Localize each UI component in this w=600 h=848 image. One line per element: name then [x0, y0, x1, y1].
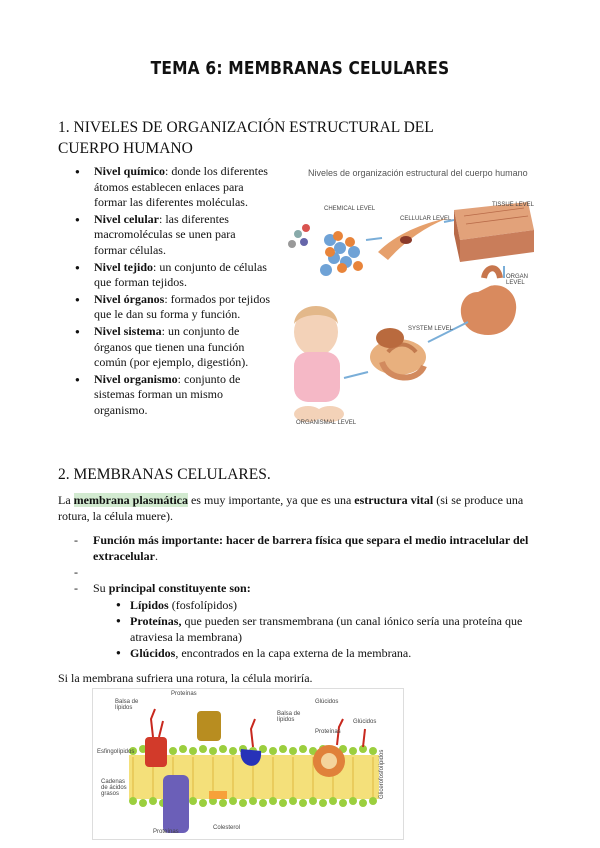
component-item: ● Proteínas, que pueden ser transmembrana (un canal iónico sería una proteína que atraviesa la membrana) — [116, 614, 523, 644]
list-item: ● Nivel órganos: formados por tejidos que le dan su forma y función. — [75, 292, 270, 323]
membrane-label: Balsa de lípidos — [277, 711, 301, 723]
figure-label: ORGANISMAL LEVEL — [296, 420, 357, 426]
page-title: TEMA 6: MEMBRANAS CELULARES — [150, 58, 450, 79]
figure-label: SYSTEM LEVEL — [408, 326, 454, 332]
membrane-label: Esfingolípidos — [97, 749, 135, 755]
list-item: ● Nivel químico: donde los diferentes átomos establecen enlaces para formar las diferentes moléculas. — [75, 164, 270, 211]
figure-label: CELLULAR LEVEL — [400, 216, 452, 222]
protein-olive — [197, 711, 221, 741]
membrane-label: Glúcidos — [315, 699, 339, 705]
figure-label: ORGAN LEVEL — [506, 274, 529, 286]
intro-paragraph: La membrana plasmática es muy importante, ya que es una estructura vital (si se produce una rotura, la célula muere). — [58, 493, 524, 523]
list-item: ● Nivel organismo: conjunto de sistemas forman un mismo organismo. — [75, 372, 270, 419]
figure-label: CHEMICAL LEVEL — [324, 206, 376, 212]
membrane-label: Glúcidos — [353, 719, 377, 725]
membrane-label: Glicerofosfolípidos — [379, 749, 385, 799]
constituent-item: - Su principal constituyente son: — [74, 581, 251, 595]
figure-label: TISSUE LEVEL — [492, 202, 535, 208]
membrane-label: Proteínas — [153, 829, 179, 835]
list-item: ● Nivel tejido: un conjunto de células que forman tejidos. — [75, 260, 270, 291]
list-item: ● Nivel celular: las diferentes macromoléculas se unen para formar células. — [75, 212, 270, 259]
membrane-label: Colesterol — [213, 825, 241, 831]
levels-figure — [278, 164, 542, 432]
protein-purple — [163, 775, 189, 833]
component-item: ● Lípidos (fosfolípidos) — [116, 598, 238, 612]
membrane-illustration — [93, 689, 403, 839]
section-1-heading: 1. NIVELES DE ORGANIZACIÓN ESTRUCTURAL DEL CUERPO HUMANO — [58, 119, 434, 157]
levels-list — [75, 164, 270, 420]
membrane-label: Proteínas — [171, 691, 197, 697]
highlighted-term: membrana plasmática — [73, 493, 188, 507]
protein-red — [145, 737, 167, 767]
membrane-label: Proteínas — [315, 729, 341, 735]
closing-paragraph: Si la membrana sufriera una rotura, la célula moriría. — [58, 671, 313, 685]
levels-figure-caption: Niveles de organización estructural del cuerpo humano — [308, 168, 528, 178]
function-item: - Función más importante: hacer de barrera física que separa el medio intracelular del extracelular. — [74, 533, 529, 563]
membrane-label: Balsa de lípidos — [115, 699, 139, 711]
cholesterol — [209, 791, 227, 799]
tissue-level-block — [454, 202, 534, 262]
component-item: ● Glúcidos, encontrados en la capa externa de la membrana. — [116, 646, 412, 660]
membrane-figure — [92, 688, 404, 840]
section-2-heading: 2. MEMBRANAS CELULARES. — [58, 466, 271, 483]
list-item: ● Nivel sistema: un conjunto de órganos que tienen una función común (por ejemplo, digestión). — [75, 324, 270, 371]
membrane-label: Cadenas de ácidos grasos — [101, 779, 127, 797]
